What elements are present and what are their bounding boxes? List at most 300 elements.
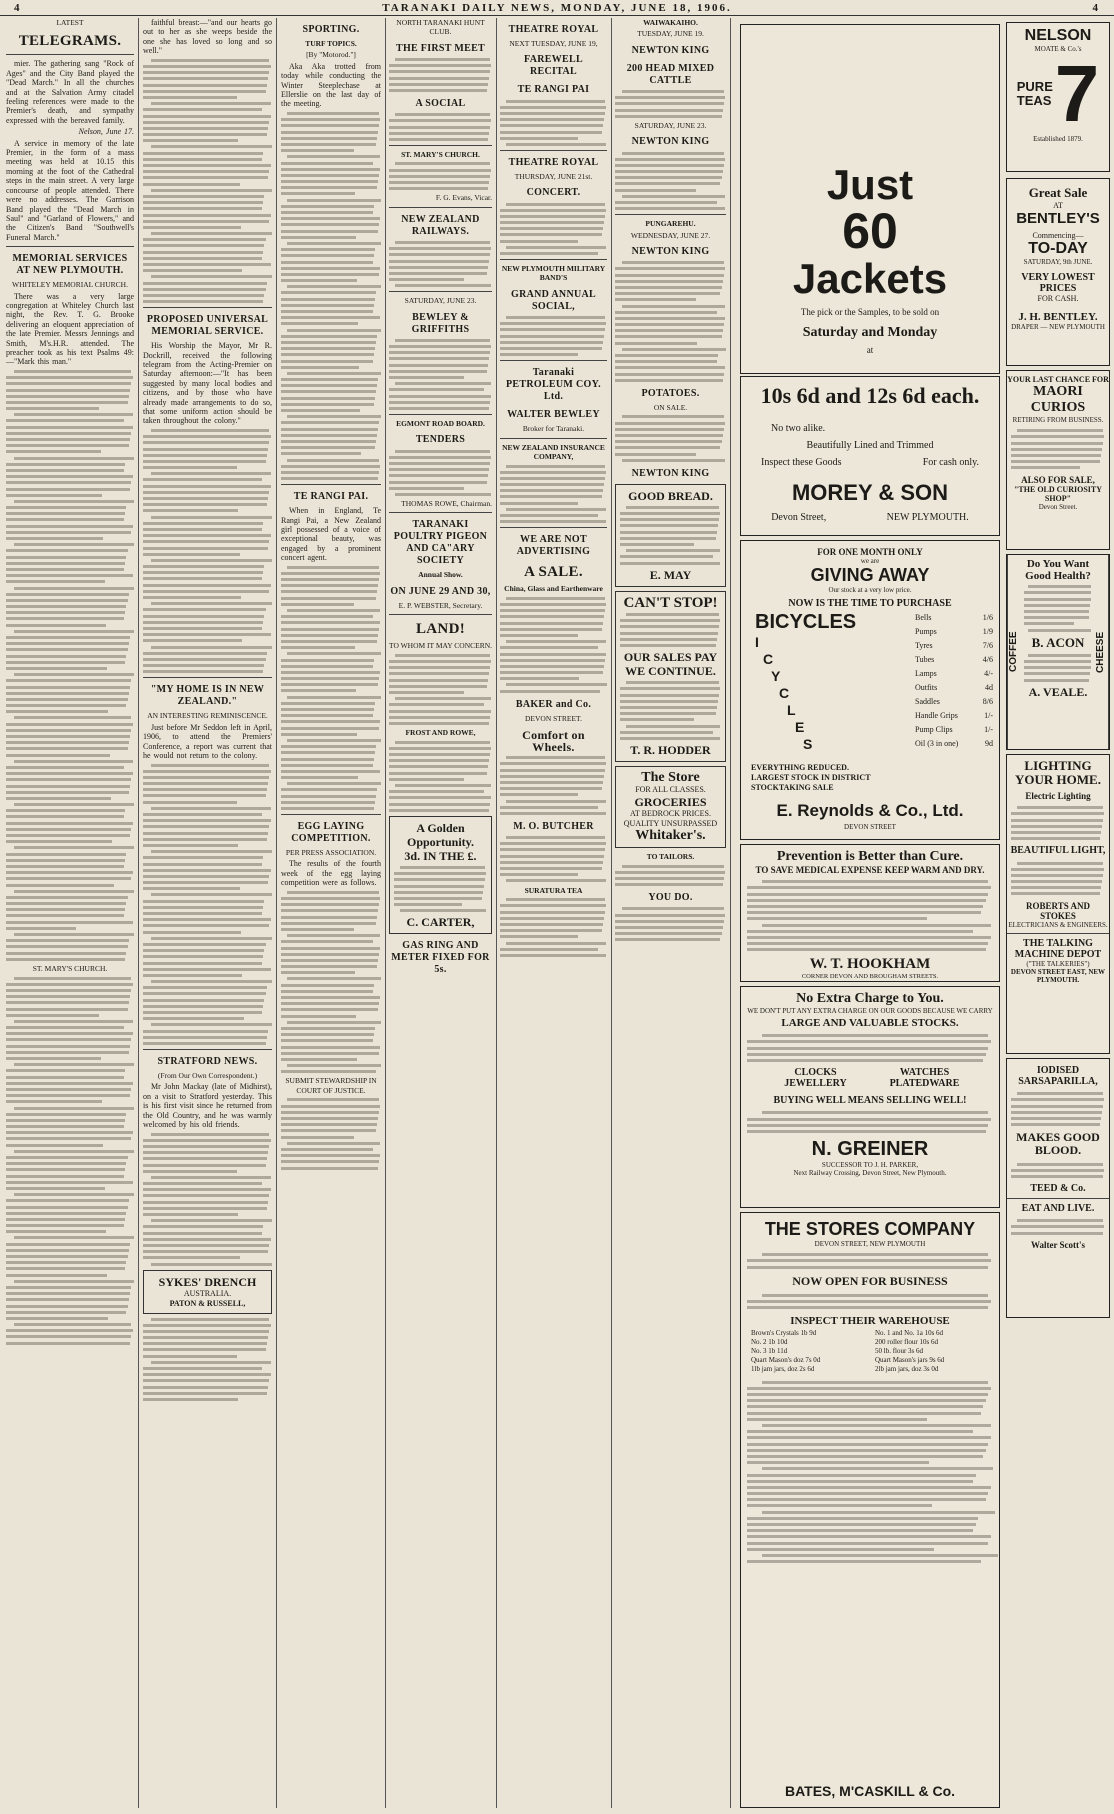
text-line [281, 273, 379, 276]
item-name: Tyres [915, 641, 933, 650]
text-line [281, 230, 378, 233]
butcher: M. O. BUTCHER [513, 820, 594, 832]
text-line [281, 733, 357, 736]
text-line [143, 627, 262, 630]
sale-date: SATURDAY, JUNE 23. [404, 296, 477, 306]
stores-price-item: Brown's Crystals 1b 9d [751, 1328, 817, 1337]
notice-body [1007, 856, 1109, 900]
notice-body [1024, 585, 1092, 631]
text-line [6, 1199, 129, 1202]
paton-russell: PATON & RUSSELL, [169, 1298, 246, 1308]
text-line [6, 401, 128, 404]
bentleys: BENTLEY'S [1016, 210, 1100, 227]
text-line [6, 754, 110, 757]
text-line [281, 149, 354, 152]
text-line [151, 516, 272, 519]
text-line [143, 770, 271, 773]
text-line [6, 1292, 130, 1295]
pick-samples: The pick or the Samples, to be sold on [800, 307, 940, 317]
text-line [281, 322, 358, 325]
text-line [1011, 1169, 1104, 1172]
show-dates: ON JUNE 29 AND 30, [390, 585, 491, 597]
text-line [281, 1148, 373, 1151]
text-line [281, 984, 374, 987]
text-line [14, 1020, 133, 1023]
item-price: 8/6 [982, 697, 993, 706]
text-line [281, 267, 380, 270]
text-line [6, 1298, 129, 1301]
text-line [389, 765, 488, 768]
text-line [620, 518, 719, 521]
greiner-advert [740, 986, 1000, 1208]
text-line [151, 1263, 272, 1266]
text-line [747, 893, 988, 896]
text-line [389, 253, 490, 256]
text-line [389, 345, 491, 348]
text-line [500, 948, 598, 951]
text-line [281, 360, 373, 363]
text-line [281, 947, 380, 950]
notice-body [1007, 424, 1109, 475]
great-sale: Great Sale [1028, 185, 1088, 200]
text-line [762, 1467, 993, 1470]
home-heading: "MY HOME IS IN NEW ZEALAND." [150, 684, 265, 708]
reduced: EVERYTHING REDUCED. [751, 763, 849, 772]
text-line [143, 1207, 267, 1210]
text-line [394, 903, 462, 906]
text-line [500, 520, 606, 523]
bedrock-prices: AT BEDROCK PRICES. [630, 809, 711, 819]
text-line [389, 474, 488, 477]
text-line [747, 1529, 973, 1532]
text-line [143, 158, 262, 161]
text-line [747, 1542, 988, 1545]
text-line [143, 214, 271, 217]
text-line [1011, 466, 1080, 469]
text-line [6, 729, 131, 732]
text-line [500, 935, 578, 938]
morey-son: MOREY & SON [791, 480, 949, 505]
text-line [615, 360, 717, 363]
column-rule [276, 18, 277, 1808]
article-text: Just before Mr Seddon left in April, 1906, to attend the Premiers' Conference, a report was current that he would not return to the colony. [143, 722, 272, 760]
stores-price-item: Quart Mason's jars 9s 6d [875, 1355, 945, 1364]
item-price: 4d [985, 683, 993, 692]
text-line [281, 959, 378, 962]
text-line [143, 220, 269, 223]
text-line [6, 475, 133, 478]
text-line [143, 776, 269, 779]
text-line [6, 1057, 101, 1060]
not-advertising: WE ARE NOT ADVERTISING [516, 534, 591, 558]
text-line [500, 867, 602, 870]
maori-curios: MAORI CURIOS [1030, 384, 1086, 415]
text-line [762, 1294, 988, 1297]
text-line [281, 640, 377, 643]
text-line [281, 1111, 379, 1114]
egmont-road-board: EGMONT ROAD BOARD. [396, 418, 485, 428]
text-line [626, 725, 720, 728]
text-line [622, 907, 724, 910]
text-line [151, 1361, 271, 1364]
text-line [500, 137, 578, 140]
text-line [389, 388, 484, 391]
text-line [287, 1064, 381, 1067]
text-line [6, 1212, 126, 1215]
text-line [389, 77, 489, 80]
text-line [626, 681, 719, 684]
notice-body [500, 836, 607, 882]
stores-price-item: Quart Mason's doz 7s 0d [751, 1355, 821, 1364]
text-line [394, 878, 485, 881]
text-line [6, 989, 131, 992]
text-line [143, 1336, 268, 1339]
notice-body [615, 90, 726, 118]
text-line [389, 481, 487, 484]
notice-body [1007, 1157, 1109, 1183]
text-line [747, 1461, 929, 1464]
column-rule [385, 18, 386, 1808]
text-line [143, 875, 269, 878]
bicycle-letter: I [755, 634, 759, 650]
text-line [281, 353, 374, 356]
text-line [143, 152, 263, 155]
text-line [747, 1405, 983, 1408]
text-line [143, 615, 264, 618]
chairman: THOMAS ROWE, Chairman. [401, 499, 492, 509]
text-line [389, 126, 490, 129]
text-line [615, 102, 724, 105]
text-line [281, 720, 380, 723]
text-line [143, 257, 262, 260]
text-line [622, 305, 725, 308]
text-line [14, 630, 134, 633]
text-line [143, 912, 262, 915]
secretary: E. P. WEBSTER, Secretary. [398, 600, 483, 610]
draper: DRAPER — NEW PLYMOUTH [1011, 323, 1105, 331]
stores-address: DEVON STREET, NEW PLYMOUTH [814, 1240, 926, 1248]
article-body [281, 566, 381, 810]
text-line [143, 1005, 263, 1008]
item-name: Bells [915, 613, 932, 622]
text-line [287, 329, 381, 332]
text-line [615, 434, 723, 437]
stores-price-item: 200 roller flour 10s 6d [875, 1337, 938, 1346]
text-line [143, 460, 266, 463]
good-bread: GOOD BREAD. [628, 488, 713, 503]
text-line [506, 942, 606, 945]
text-line [1011, 892, 1100, 895]
text-line [151, 1318, 270, 1321]
largest-stock: LARGEST STOCK IN DISTRICT [751, 773, 871, 782]
text-line [500, 659, 605, 662]
text-line [389, 747, 491, 750]
text-line [620, 706, 717, 709]
article-body [143, 1133, 272, 1266]
text-line [143, 652, 267, 655]
text-line [762, 1253, 988, 1256]
text-line [500, 221, 604, 224]
text-line [762, 1554, 998, 1557]
text-line [620, 700, 718, 703]
item-name: Pump Clips [915, 725, 953, 734]
article-body [281, 891, 381, 1073]
insurance-company: NEW ZEALAND INSURANCE COMPANY, [502, 442, 605, 461]
text-line [6, 1144, 103, 1147]
text-line [143, 881, 268, 884]
text-line [500, 353, 578, 356]
text-line [143, 1151, 268, 1154]
text-line [281, 131, 378, 134]
text-line [747, 899, 986, 902]
text-line [143, 782, 268, 785]
text-line [389, 703, 484, 706]
on-sale: ON SALE. [653, 402, 688, 412]
text-line [143, 584, 271, 587]
at: AT [1053, 201, 1063, 210]
text-line [6, 389, 130, 392]
notice-body [615, 152, 726, 211]
text-line [747, 1474, 976, 1477]
text-line [1011, 1098, 1104, 1101]
text-line [500, 634, 578, 637]
memorial-heading: MEMORIAL SERVICES AT NEW PLYMOUTH. [12, 253, 128, 277]
text-line [143, 1011, 262, 1014]
text-line [6, 636, 130, 639]
theatre-royal-2: THEATRE ROYAL [508, 156, 599, 168]
text-line [281, 665, 373, 668]
bicycle-letter: E [795, 719, 805, 735]
text-line [395, 493, 491, 496]
text-line [1011, 442, 1103, 445]
hookham-advert [740, 844, 1000, 982]
subheading: (From Our Own Correspondent.) [157, 1070, 258, 1080]
quality: QUALITY UNSURPASSED [623, 819, 718, 829]
text-line [6, 1255, 128, 1258]
text-line [281, 628, 379, 631]
text-line [143, 1355, 237, 1358]
text-line [287, 782, 381, 785]
text-line [143, 176, 268, 179]
text-line [1028, 654, 1091, 657]
text-line [281, 223, 379, 226]
sale-date: WEDNESDAY, JUNE 27. [630, 230, 711, 240]
text-line [6, 1088, 131, 1091]
text-line [6, 395, 129, 398]
text-line [151, 145, 272, 148]
text-line [389, 660, 491, 663]
text-line [281, 1167, 378, 1170]
text-line [6, 537, 103, 540]
text-line [6, 450, 101, 453]
text-line [281, 714, 373, 717]
text-line [14, 977, 132, 980]
text-line [389, 89, 487, 92]
text-line [500, 842, 606, 845]
text-line [143, 497, 268, 500]
text-line [287, 285, 381, 288]
bates-mcaskill: BATES, M'CASKILL & Co. [784, 1783, 956, 1799]
text-line [500, 653, 606, 656]
text-line [389, 691, 464, 694]
text-line [151, 807, 271, 810]
text-line [143, 84, 267, 87]
text-line [287, 199, 381, 202]
text-line [615, 96, 725, 99]
text-line [500, 793, 578, 796]
text-line [143, 1194, 269, 1197]
cheese-label: CHEESE [1095, 555, 1109, 749]
text-line [6, 1249, 129, 1252]
text-line [500, 322, 606, 325]
text-line [500, 227, 603, 230]
text-line [620, 632, 718, 635]
text-line [14, 1236, 134, 1239]
text-line [620, 731, 713, 734]
text-line [281, 708, 374, 711]
column-notices [389, 18, 492, 1808]
text-line [143, 201, 263, 204]
article-text: His Worship the Mayor, Mr R. Dockrill, received the following telegram from the Acting-Premier on Saturday afternoon:—"It has been suggested by many local bodies and citizens, and by those who have already made arrangements to do so, that some uniform action should be taken throughout the colony." [143, 341, 272, 426]
text-line [6, 574, 133, 577]
text-line [143, 183, 240, 186]
text-line [389, 70, 490, 73]
military-band: NEW PLYMOUTH MILITARY BAND'S [501, 264, 606, 283]
stores-company-advert [740, 1212, 1000, 1808]
article-body [143, 429, 272, 673]
text-line [14, 933, 134, 936]
new-plymouth: NEW PLYMOUTH. [886, 512, 969, 523]
text-line [143, 1373, 271, 1376]
text-line [6, 710, 108, 713]
carter: C. CARTER, [406, 915, 475, 930]
text-line [281, 659, 374, 662]
text-line [395, 784, 491, 787]
text-line [389, 260, 489, 263]
text-line [281, 807, 374, 810]
text-line [6, 556, 126, 559]
newton-king: NEWTON KING [631, 467, 710, 479]
text-line [395, 450, 490, 453]
text-line [506, 597, 604, 600]
text-line [615, 267, 725, 270]
text-line [1017, 429, 1103, 432]
text-line [143, 1164, 266, 1167]
text-line [762, 924, 991, 927]
text-line [143, 863, 262, 866]
notice-body [620, 613, 721, 647]
now-is-time: NOW IS THE TIME TO PURCHASE [788, 598, 952, 609]
text-line [281, 1129, 376, 1132]
e-may: E. MAY [649, 567, 692, 582]
saturday-monday: Saturday and Monday [802, 325, 938, 340]
lowest-prices: VERY LOWEST PRICES [1021, 272, 1095, 294]
text-line [500, 690, 600, 693]
text-line [281, 409, 360, 412]
article-text: Mr John Mackay (late of Midhirst), on a visit to Stratford yesterday. This is his first visit since he returned from the Old Country, and he was warmly welcomed by his old friends. [143, 1082, 272, 1129]
sale-date: SATURDAY, JUNE 23. [634, 120, 707, 130]
text-line [615, 164, 724, 167]
text-line [389, 468, 489, 471]
text-line [747, 1486, 991, 1489]
theatre-royal: THEATRE ROYAL [508, 24, 599, 35]
golden-opportunity-advert [389, 816, 492, 935]
text-line [143, 1348, 266, 1351]
text-line [1011, 880, 1102, 883]
text-line [389, 796, 491, 799]
text-line [143, 1244, 269, 1247]
text-line [615, 422, 725, 425]
text-line [281, 397, 375, 400]
text-line [143, 435, 271, 438]
bicycles-vertical [741, 634, 909, 753]
sykes-sub: AUSTRALIA. [183, 1288, 232, 1298]
text-line [747, 936, 991, 939]
column-rule [730, 18, 731, 1808]
text-line [615, 926, 723, 929]
broker: Broker for Taranaki. [522, 424, 585, 434]
text-line [506, 836, 604, 839]
text-line [500, 762, 606, 765]
text-line [287, 242, 381, 245]
article-body [281, 112, 381, 480]
text-line [389, 187, 488, 190]
text-line [143, 1157, 267, 1160]
text-line [143, 1379, 269, 1382]
iodised-sarsaparilla: IODISED SARSAPARILLA, [1018, 1065, 1098, 1087]
text-line [747, 1130, 986, 1133]
byline: [By "Motorod."] [306, 50, 356, 60]
text-line [6, 741, 129, 744]
text-line [389, 672, 489, 675]
text-line [143, 238, 266, 241]
bicycles-title: BICYCLES [755, 611, 857, 633]
text-line [281, 776, 358, 779]
text-line [1011, 1111, 1102, 1114]
text-line [6, 1261, 126, 1264]
text-line [389, 395, 491, 398]
text-line [151, 1219, 272, 1222]
text-line [143, 1042, 266, 1045]
article-text: A service in memory of the late Premier, in the form of a mass meeting was held at 10.15 this morning at the foot of the Cathedral steps in the main street. A very large concourse of people attended. There were no addresses. The Garrison Band played the "Dead March in Saul" and "Garland of Flowers," and the Citizen's Band "Southwell's Funeral March." [6, 138, 134, 242]
text-line [400, 866, 486, 869]
column-rule [611, 18, 612, 1808]
text-line [14, 543, 134, 546]
text-line [747, 1259, 991, 1262]
text-line [143, 1188, 271, 1191]
column-sporting [281, 18, 381, 1808]
text-line [281, 378, 378, 381]
text-line [389, 710, 491, 713]
notice-body [389, 241, 492, 287]
railways-heading: NEW ZEALAND RAILWAYS. [401, 213, 480, 237]
text-line [622, 261, 724, 264]
text-line [389, 487, 464, 490]
inspect-goods: Inspect these Goods [761, 457, 842, 468]
text-line [747, 1306, 988, 1309]
text-line [281, 903, 379, 906]
electricians: ELECTRICIANS & ENGINEERS. [1008, 920, 1108, 929]
text-line [151, 102, 271, 105]
text-line [626, 613, 719, 616]
text-line [747, 1480, 973, 1483]
walter-bewley: WALTER BEWLEY [507, 409, 600, 421]
text-line [615, 379, 723, 382]
watches: WATCHES [899, 1067, 950, 1079]
text-line [281, 452, 361, 455]
text-line [151, 764, 270, 767]
text-line [14, 846, 134, 849]
